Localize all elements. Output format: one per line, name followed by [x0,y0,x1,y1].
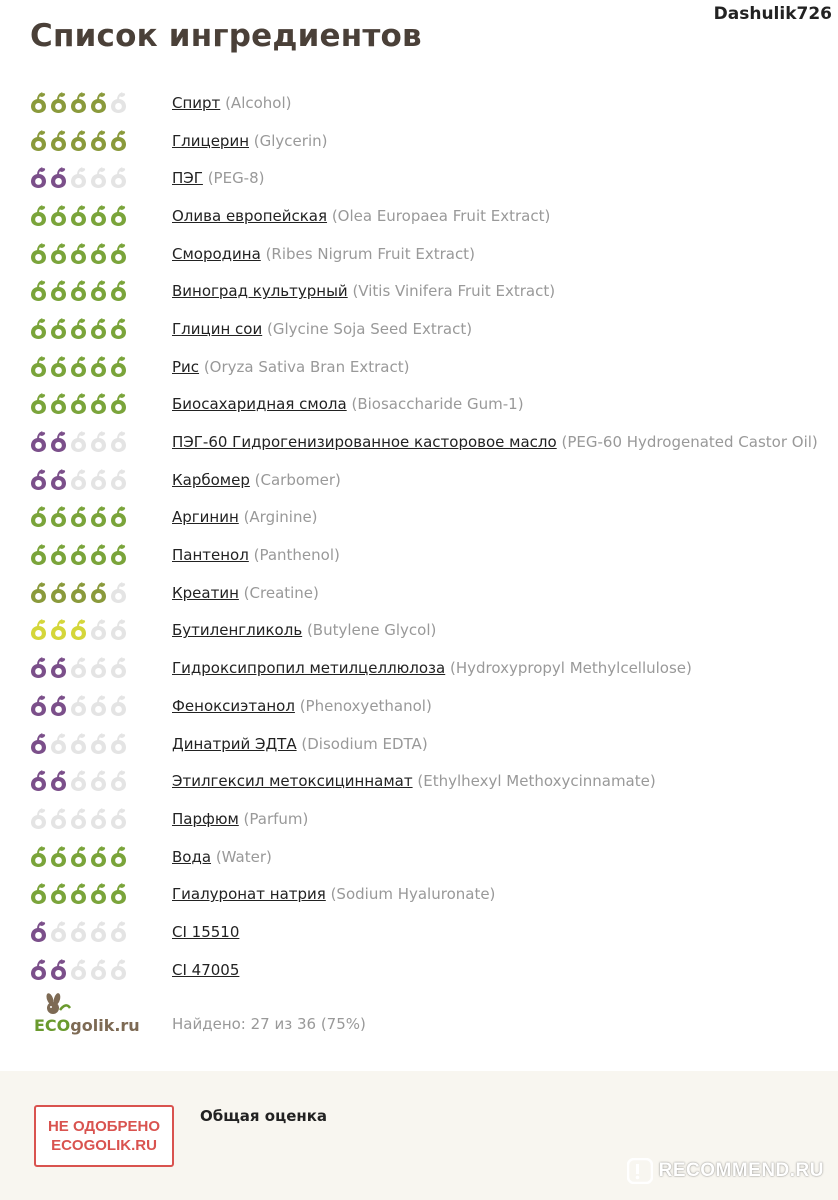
rating-drops [30,544,172,566]
drop-icon [30,619,47,641]
ingredient-link[interactable]: Креатин [172,583,239,602]
ingredient-list [30,84,838,989]
ingredient-row [30,159,838,197]
drop-icon [70,130,87,152]
ingredient-link[interactable]: Аргинин [172,508,239,527]
drop-icon [50,167,67,189]
drop-icon [70,431,87,453]
ingredient-latin-name: (Ethylhexyl Methoxycinnamate) [417,772,656,791]
ingredient-row [30,574,838,612]
drop-icon [110,469,127,491]
ingredient-link[interactable]: Пантенол [172,546,249,565]
ingredient-latin-name: (PEG-60 Hydrogenated Castor Oil) [561,433,818,452]
drop-icon [30,205,47,227]
ingredient-text [172,584,319,602]
drop-icon [50,431,67,453]
ingredient-latin-name: (Arginine) [243,508,318,527]
footer-panel [0,1071,838,1200]
ingredient-link[interactable]: Биосахаридная смола [172,395,347,414]
ingredient-latin-name: (PEG-8) [207,169,265,188]
ingredient-latin-name: (Biosaccharide Gum-1) [351,395,524,414]
ingredient-latin-name: (Hydroxypropyl Methylcellulose) [450,659,692,678]
drop-icon [90,619,107,641]
drop-icon [110,318,127,340]
drop-icon [30,130,47,152]
ingredient-link[interactable]: Бутиленгликоль [172,621,303,640]
not-approved-stamp: НЕ ОДОБРЕНО ECOGOLIK.RU [34,1105,174,1167]
drop-icon [30,959,47,981]
drop-icon [90,393,107,415]
drop-icon [110,243,127,265]
ingredient-link[interactable]: Глицерин [172,131,249,150]
drop-icon [70,619,87,641]
ingredient-latin-name: (Parfum) [243,809,309,828]
rating-drops [30,243,172,265]
drop-icon [50,770,67,792]
drop-icon [70,280,87,302]
ingredient-row [30,875,838,913]
drop-icon [30,921,47,943]
bunny-icon [38,993,72,1015]
ingredient-link[interactable]: ПЭГ-60 Гидрогенизированное касторовое масло [172,433,557,452]
drop-icon [110,695,127,717]
drop-icon [70,318,87,340]
ingredient-link[interactable]: Гиалуронат натрия [172,885,326,904]
rating-drops [30,883,172,905]
ingredient-text [172,848,272,866]
ingredient-text [172,433,818,451]
ingredient-text [172,207,550,225]
rating-drops [30,921,172,943]
recommend-logo-icon [627,1158,653,1184]
drop-icon [50,959,67,981]
rating-drops [30,959,172,981]
drop-icon [50,469,67,491]
drop-icon [30,808,47,830]
drop-icon [110,356,127,378]
ingredient-link[interactable]: Вода [172,847,212,866]
drop-icon [90,167,107,189]
drop-icon [90,695,107,717]
overall-rating-label: Общая оценка [200,1107,328,1125]
drop-icon [110,205,127,227]
drop-icon [50,544,67,566]
drop-icon [90,506,107,528]
drop-icon [30,657,47,679]
ingredient-row [30,423,838,461]
drop-icon [70,356,87,378]
drop-icon [90,431,107,453]
ingredient-link[interactable]: Этилгексил метоксициннамат [172,772,413,791]
ingredient-link[interactable]: Феноксиэтанол [172,696,295,715]
drop-icon [110,619,127,641]
ingredient-latin-name: (Sodium Hyaluronate) [330,885,496,904]
drop-icon [50,243,67,265]
drop-icon [90,808,107,830]
drop-icon [110,846,127,868]
drop-icon [70,959,87,981]
drop-icon [30,883,47,905]
drop-icon [50,393,67,415]
ingredient-row [30,386,838,424]
drop-icon [90,959,107,981]
ingredient-text [172,508,318,526]
drop-icon [50,318,67,340]
drop-icon [70,544,87,566]
drop-icon [70,205,87,227]
ingredient-text [172,358,409,376]
ingredient-text [172,395,524,413]
ingredient-text [172,94,292,112]
drop-icon [90,205,107,227]
drop-icon [70,657,87,679]
drop-icon [30,393,47,415]
drop-icon [110,921,127,943]
ingredient-row [30,197,838,235]
ingredient-link[interactable]: Парфюм [172,809,239,828]
recommend-watermark: RECOMMEND.RU [627,1158,824,1184]
ingredient-text [172,923,239,941]
ingredient-link[interactable]: CI 47005 [172,960,240,979]
drop-icon [90,846,107,868]
drop-icon [70,506,87,528]
rating-drops [30,205,172,227]
drop-icon [110,167,127,189]
ingredient-link[interactable]: Олива европейская [172,206,328,225]
drop-icon [30,733,47,755]
ingredient-text [172,471,341,489]
drop-icon [70,243,87,265]
drop-icon [110,506,127,528]
ingredient-row [30,800,838,838]
ingredient-text [172,282,555,300]
drop-icon [30,431,47,453]
ingredient-text [172,132,327,150]
ingredient-row [30,687,838,725]
username[interactable]: Dashulik726 [713,4,832,24]
drop-icon [50,205,67,227]
drop-icon [30,770,47,792]
drop-icon [110,582,127,604]
ingredient-link[interactable]: Рис [172,357,200,376]
drop-icon [110,92,127,114]
rating-drops [30,506,172,528]
ingredient-text [172,772,656,790]
rating-drops [30,130,172,152]
drop-icon [110,883,127,905]
rating-drops [30,733,172,755]
drop-icon [30,582,47,604]
drop-icon [30,695,47,717]
rating-drops [30,356,172,378]
drop-icon [90,657,107,679]
ingredient-latin-name: (Carbomer) [254,470,341,489]
drop-icon [70,695,87,717]
drop-icon [110,657,127,679]
ingredient-text [172,735,428,753]
ecogolik-logo[interactable] [30,993,172,1035]
ingredient-link[interactable]: Карбомер [172,470,250,489]
drop-icon [50,883,67,905]
drop-icon [90,92,107,114]
rating-drops [30,846,172,868]
ingredient-latin-name: (Glycerin) [253,131,328,150]
rating-drops [30,582,172,604]
drop-icon [90,733,107,755]
ingredient-row [30,762,838,800]
drop-icon [50,582,67,604]
logo-text: ECOgolik.ru [34,1016,140,1035]
ingredient-link[interactable]: Динатрий ЭДТА [172,734,297,753]
ingredient-latin-name: (Vitis Vinifera Fruit Extract) [352,282,556,301]
drop-icon [70,808,87,830]
ingredient-link[interactable]: Гидроксипропил метилцеллюлоза [172,659,446,678]
drop-icon [50,280,67,302]
drop-icon [90,544,107,566]
drop-icon [90,883,107,905]
rating-drops [30,393,172,415]
rating-drops [30,431,172,453]
ingredient-row [30,612,838,650]
drop-icon [110,393,127,415]
found-count: Найдено: 27 из 36 (75%) [172,1015,366,1033]
summary-row [30,993,366,1035]
ingredient-latin-name: (Panthenol) [253,546,340,565]
drop-icon [50,808,67,830]
ingredient-text [172,697,432,715]
drop-icon [90,469,107,491]
drop-icon [90,921,107,943]
ingredient-text [172,659,692,677]
drop-icon [50,657,67,679]
ingredient-row [30,348,838,386]
drop-icon [90,770,107,792]
ingredient-text [172,621,436,639]
ingredient-latin-name: (Olea Europaea Fruit Extract) [331,206,551,225]
ingredient-row [30,838,838,876]
ingredient-text [172,320,472,338]
drop-icon [110,733,127,755]
drop-icon [110,130,127,152]
drop-icon [30,318,47,340]
ingredient-row [30,235,838,273]
drop-icon [50,130,67,152]
drop-icon [90,130,107,152]
ingredient-text [172,546,340,564]
ingredient-link[interactable]: Виноград культурный [172,282,348,301]
drop-icon [90,280,107,302]
drop-icon [50,506,67,528]
rating-drops [30,280,172,302]
ingredient-text [172,961,239,979]
drop-icon [50,921,67,943]
ingredient-row [30,272,838,310]
drop-icon [30,506,47,528]
ingredient-text [172,245,475,263]
drop-icon [110,280,127,302]
rating-drops [30,92,172,114]
drop-icon [30,544,47,566]
rating-drops [30,469,172,491]
ingredient-latin-name: (Water) [215,847,272,866]
drop-icon [30,846,47,868]
ingredient-row [30,913,838,951]
drop-icon [90,243,107,265]
drop-icon [30,167,47,189]
ingredient-link[interactable]: CI 15510 [172,922,240,941]
ingredient-link[interactable]: Спирт [172,93,221,112]
ingredient-latin-name: (Disodium EDTA) [301,734,428,753]
drop-icon [90,318,107,340]
ingredient-latin-name: (Alcohol) [225,93,292,112]
drop-icon [50,733,67,755]
drop-icon [70,883,87,905]
drop-icon [50,356,67,378]
ingredient-latin-name: (Glycine Soja Seed Extract) [266,319,473,338]
drop-icon [70,469,87,491]
ingredient-latin-name: (Oryza Sativa Bran Extract) [203,357,410,376]
ingredient-text [172,169,265,187]
ingredient-row [30,649,838,687]
drop-icon [50,619,67,641]
rating-drops [30,695,172,717]
drop-icon [30,469,47,491]
drop-icon [90,356,107,378]
ingredient-row [30,461,838,499]
drop-icon [50,92,67,114]
drop-icon [70,846,87,868]
ingredient-link[interactable]: Глицин сои [172,319,263,338]
drop-icon [30,243,47,265]
ingredient-latin-name: (Creatine) [243,583,319,602]
ingredient-latin-name: (Butylene Glycol) [306,621,437,640]
ingredient-text [172,810,308,828]
ingredient-text [172,885,495,903]
ingredient-link[interactable]: Смородина [172,244,261,263]
ingredient-latin-name: (Phenoxyethanol) [299,696,432,715]
drop-icon [70,733,87,755]
drop-icon [110,431,127,453]
rating-drops [30,808,172,830]
rating-drops [30,770,172,792]
drop-icon [110,770,127,792]
drop-icon [90,582,107,604]
drop-icon [30,280,47,302]
drop-icon [30,92,47,114]
ingredient-latin-name: (Ribes Nigrum Fruit Extract) [265,244,475,263]
ingredient-row [30,951,838,989]
drop-icon [70,582,87,604]
ingredient-row [30,84,838,122]
drop-icon [110,808,127,830]
rating-drops [30,318,172,340]
page-title: Список ингредиентов [30,18,422,54]
drop-icon [30,356,47,378]
drop-icon [110,959,127,981]
rating-drops [30,619,172,641]
ingredient-row [30,499,838,537]
ingredient-row [30,122,838,160]
drop-icon [70,92,87,114]
drop-icon [70,770,87,792]
drop-icon [70,393,87,415]
drop-icon [110,544,127,566]
drop-icon [50,695,67,717]
drop-icon [70,921,87,943]
drop-icon [50,846,67,868]
drop-icon [70,167,87,189]
ingredient-link[interactable]: ПЭГ [172,169,203,188]
ingredient-row [30,725,838,763]
ingredient-row [30,310,838,348]
rating-drops [30,167,172,189]
rating-drops [30,657,172,679]
ingredient-row [30,536,838,574]
